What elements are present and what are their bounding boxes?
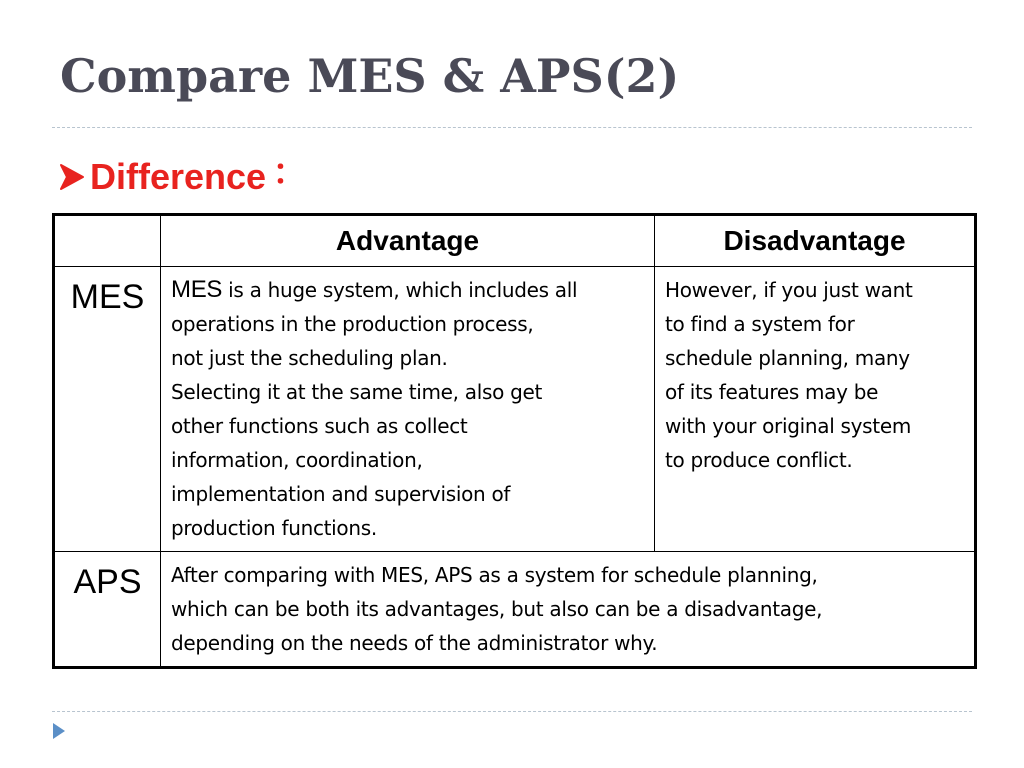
mes-advantage-line: [171, 273, 646, 307]
mes-disadvantage-line: schedule planning, many: [665, 346, 910, 370]
mes-disadvantage-cell: [655, 267, 976, 552]
mes-advantage-lead: MES: [171, 276, 223, 303]
mes-disadvantage-line: with your original system: [665, 414, 912, 438]
play-triangle-icon[interactable]: [52, 722, 66, 740]
title-divider: [52, 127, 972, 128]
table-row-mes: [54, 267, 976, 552]
footer-divider: [52, 711, 972, 712]
aps-line: which can be both its advantages, but also can be a disadvantage,: [171, 597, 823, 621]
table-header-row: [54, 215, 976, 267]
row-label-aps: APS: [54, 552, 161, 668]
mes-advantage-text: is a huge system, which includes all: [222, 278, 578, 302]
row-label-mes: MES: [54, 267, 161, 552]
mes-advantage-line: other functions such as collect: [171, 414, 468, 438]
mes-advantage-line: implementation and supervision of: [171, 482, 511, 506]
mes-disadvantage-line: to find a system for: [665, 312, 855, 336]
aps-merged-cell: [161, 552, 976, 668]
comparison-table: [52, 213, 977, 669]
bullet-text: Difference: [90, 156, 267, 197]
mes-advantage-line: not just the scheduling plan.: [171, 346, 448, 370]
mes-advantage-line: information, coordination,: [171, 448, 423, 472]
header-disadvantage: Disadvantage: [655, 215, 976, 267]
arrow-bullet-icon: [58, 162, 86, 192]
mes-disadvantage-line: However, if you just want: [665, 278, 913, 302]
table-row-aps: [54, 552, 976, 668]
mes-advantage-line: operations in the production process,: [171, 312, 534, 336]
bullet-difference: [58, 152, 308, 202]
aps-line: depending on the needs of the administrator why.: [171, 631, 658, 655]
mes-advantage-line: Selecting it at the same time, also get: [171, 380, 543, 404]
header-advantage: Advantage: [161, 215, 655, 267]
mes-disadvantage-line: of its features may be: [665, 380, 879, 404]
slide-title: Compare MES & APS(2): [60, 49, 680, 103]
mes-disadvantage-line: to produce conflict.: [665, 448, 853, 472]
bullet-colon: ：: [272, 150, 309, 192]
mes-advantage-cell: [161, 267, 655, 552]
header-empty-cell: [54, 215, 161, 267]
aps-line: After comparing with MES, APS as a system for schedule planning,: [171, 563, 818, 587]
mes-advantage-line: production functions.: [171, 516, 377, 540]
